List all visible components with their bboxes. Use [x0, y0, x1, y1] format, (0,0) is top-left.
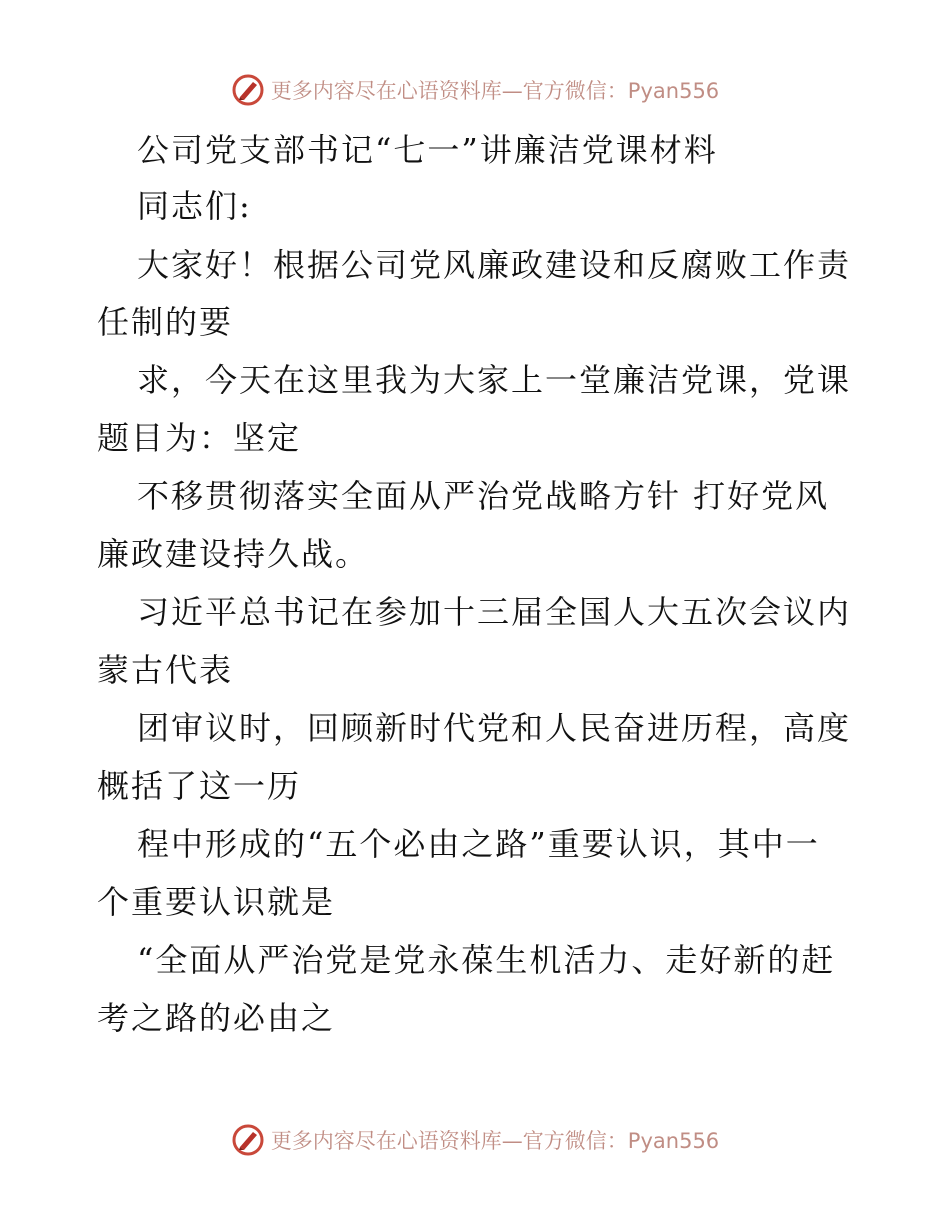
watermark-text: 更多内容尽在心语资料库—官方微信：Pyan556: [270, 79, 720, 103]
paragraph-line: 不移贯彻落实全面从严治党战略方针 打好党风: [137, 477, 830, 515]
paragraph-line: 团审议时，回顾新时代党和人民奋进历程，高度: [137, 709, 852, 747]
paragraph-line: 程中形成的“五个必由之路”重要认识，其中一: [137, 825, 820, 863]
paragraph-line: 概括了这一历: [97, 767, 302, 805]
paragraph-line: 题目为：坚定: [97, 419, 302, 457]
paragraph-line: 习近平总书记在参加十三届全国人大五次会议内: [137, 593, 852, 631]
paragraph-line: 求，今天在这里我为大家上一堂廉洁党课，党课: [137, 361, 852, 399]
paragraph-line: 蒙古代表: [97, 651, 234, 689]
paragraph-line: 大家好！根据公司党风廉政建设和反腐败工作责: [137, 246, 852, 284]
paragraph-line: 个重要认识就是: [97, 883, 336, 921]
paragraph-line: “全面从严治党是党永葆生机活力、走好新的赶: [137, 941, 836, 979]
brand-logo-icon: [231, 1123, 265, 1157]
brand-logo-icon: [231, 73, 265, 107]
paragraph-line: 任制的要: [97, 303, 234, 341]
document-title: 公司党支部书记“七一”讲廉洁党课材料: [137, 131, 718, 169]
paragraph-line: 考之路的必由之: [97, 999, 336, 1037]
watermark-header: [0, 70, 950, 110]
watermark-text: 更多内容尽在心语资料库—官方微信：Pyan556: [270, 1129, 720, 1153]
watermark-footer: [0, 1120, 950, 1160]
salutation: 同志们:: [137, 187, 252, 225]
paragraph-line: 廉政建设持久战。: [97, 535, 370, 573]
